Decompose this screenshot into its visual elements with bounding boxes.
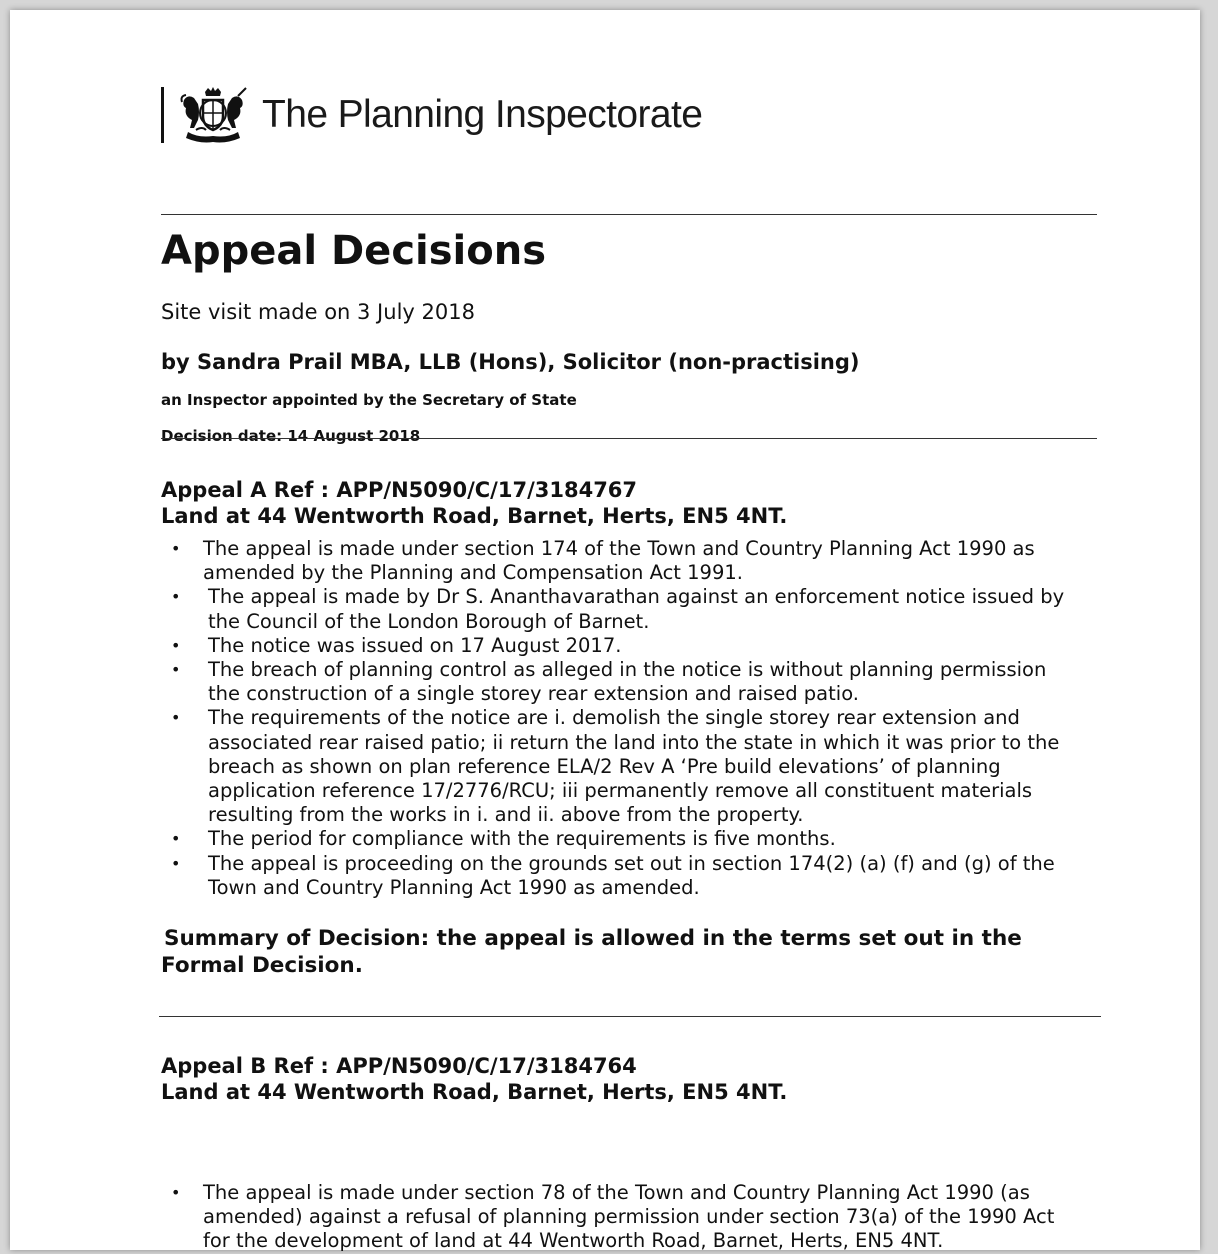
bullet-line: amended) against a refusal of planning permission under section 73(a) of the 1990 Act: [203, 1205, 1055, 1229]
appeal-a-ref: Appeal A Ref : APP/N5090/C/17/3184767: [161, 478, 638, 502]
bullet-line: The appeal is made under section 174 of the Town and Country Planning Act 1990 as: [203, 537, 1035, 560]
summary-line: Summary of Decision: the appeal is allowed in the terms set out in the: [164, 926, 1022, 951]
bullet-icon: •: [171, 635, 181, 655]
page-title: Appeal Decisions: [161, 228, 547, 274]
header-rule: [161, 214, 1097, 215]
bullet-icon: •: [171, 539, 181, 558]
list-item: [161, 706, 1101, 827]
bullet-line: breach as shown on plan reference ELA/2 Rev A ‘Pre build elevations’ of planning: [208, 754, 1001, 778]
document-page: [10, 10, 1200, 1253]
list-item: [161, 852, 1101, 900]
appeal-a-bullet-list: [161, 537, 1101, 900]
summary-line: Formal Decision.: [161, 953, 363, 978]
appeal-b-bullet-list: [161, 1181, 1101, 1254]
list-item: [161, 585, 1101, 633]
bullet-line: The breach of planning control as alleged in the notice is without planning permission: [208, 658, 1047, 682]
bullet-icon: •: [171, 587, 181, 607]
bullet-line: The requirements of the notice are i. demolish the single storey rear extension and: [208, 706, 1020, 730]
bullet-line: The notice was issued on 17 August 2017.: [208, 633, 622, 657]
bullet-line: The period for compliance with the requirements is five months.: [208, 827, 836, 851]
organisation-name: The Planning Inspectorate: [262, 93, 703, 136]
bullet-line: The appeal is made by Dr S. Ananthavarathan against an enforcement notice issued by: [208, 585, 1065, 609]
appointment-note: an Inspector appointed by the Secretary of State: [161, 391, 577, 409]
appeal-a-heading: [161, 477, 787, 529]
bullet-icon: •: [171, 829, 181, 849]
summary-of-decision: [161, 925, 1091, 979]
bullet-line: The appeal is proceeding on the grounds set out in section 174(2) (a) (f) and (g) of the: [208, 851, 1055, 875]
logo-divider: [161, 87, 164, 143]
bullet-line: associated rear raised patio; ii return the land into the state in which it was prior to the: [208, 730, 1060, 754]
inspectorate-header: [161, 86, 702, 144]
bullet-line: for the development of land at 44 Wentworth Road, Barnet, Herts, EN5 4NT.: [203, 1229, 944, 1253]
list-item: [161, 1181, 1101, 1254]
site-visit-date: Site visit made on 3 July 2018: [161, 300, 475, 324]
list-item: [161, 634, 1101, 658]
list-item: [161, 827, 1101, 851]
appeal-b-ref: Appeal B Ref : APP/N5090/C/17/3184764: [161, 1054, 637, 1078]
bullet-line: the Council of the London Borough of Barnet.: [208, 609, 650, 633]
bullet-line: The appeal is made under section 78 of the Town and Country Planning Act 1990 (as: [203, 1181, 1030, 1204]
bullet-icon: •: [171, 1183, 181, 1202]
appeal-a-land: Land at 44 Wentworth Road, Barnet, Herts, EN5 4NT.: [161, 504, 788, 528]
inspector-name: by Sandra Prail MBA, LLB (Hons), Solicitor (non-practising): [161, 350, 860, 374]
decision-rule: [161, 438, 1097, 439]
section-rule: [159, 1016, 1101, 1017]
list-item: [161, 537, 1101, 585]
bullet-line: application reference 17/2776/RCU; iii permanently remove all constituent materials: [208, 779, 1033, 803]
bullet-line: Town and Country Planning Act 1990 as amended.: [208, 875, 700, 899]
appeal-b-heading: [161, 1053, 787, 1105]
bullet-icon: •: [171, 660, 181, 680]
bullet-line: amended by the Planning and Compensation Act 1991.: [203, 561, 743, 585]
bullet-line: resulting from the works in i. and ii. above from the property.: [208, 803, 804, 827]
list-item: [161, 658, 1101, 706]
decision-date: Decision date: 14 August 2018: [161, 427, 421, 445]
appeal-b-land: Land at 44 Wentworth Road, Barnet, Herts, EN5 4NT.: [161, 1080, 788, 1104]
bullet-icon: •: [171, 708, 181, 728]
bullet-icon: •: [171, 853, 181, 873]
bullet-line: the construction of a single storey rear extension and raised patio.: [208, 682, 859, 706]
royal-coat-of-arms-icon: [178, 86, 248, 144]
